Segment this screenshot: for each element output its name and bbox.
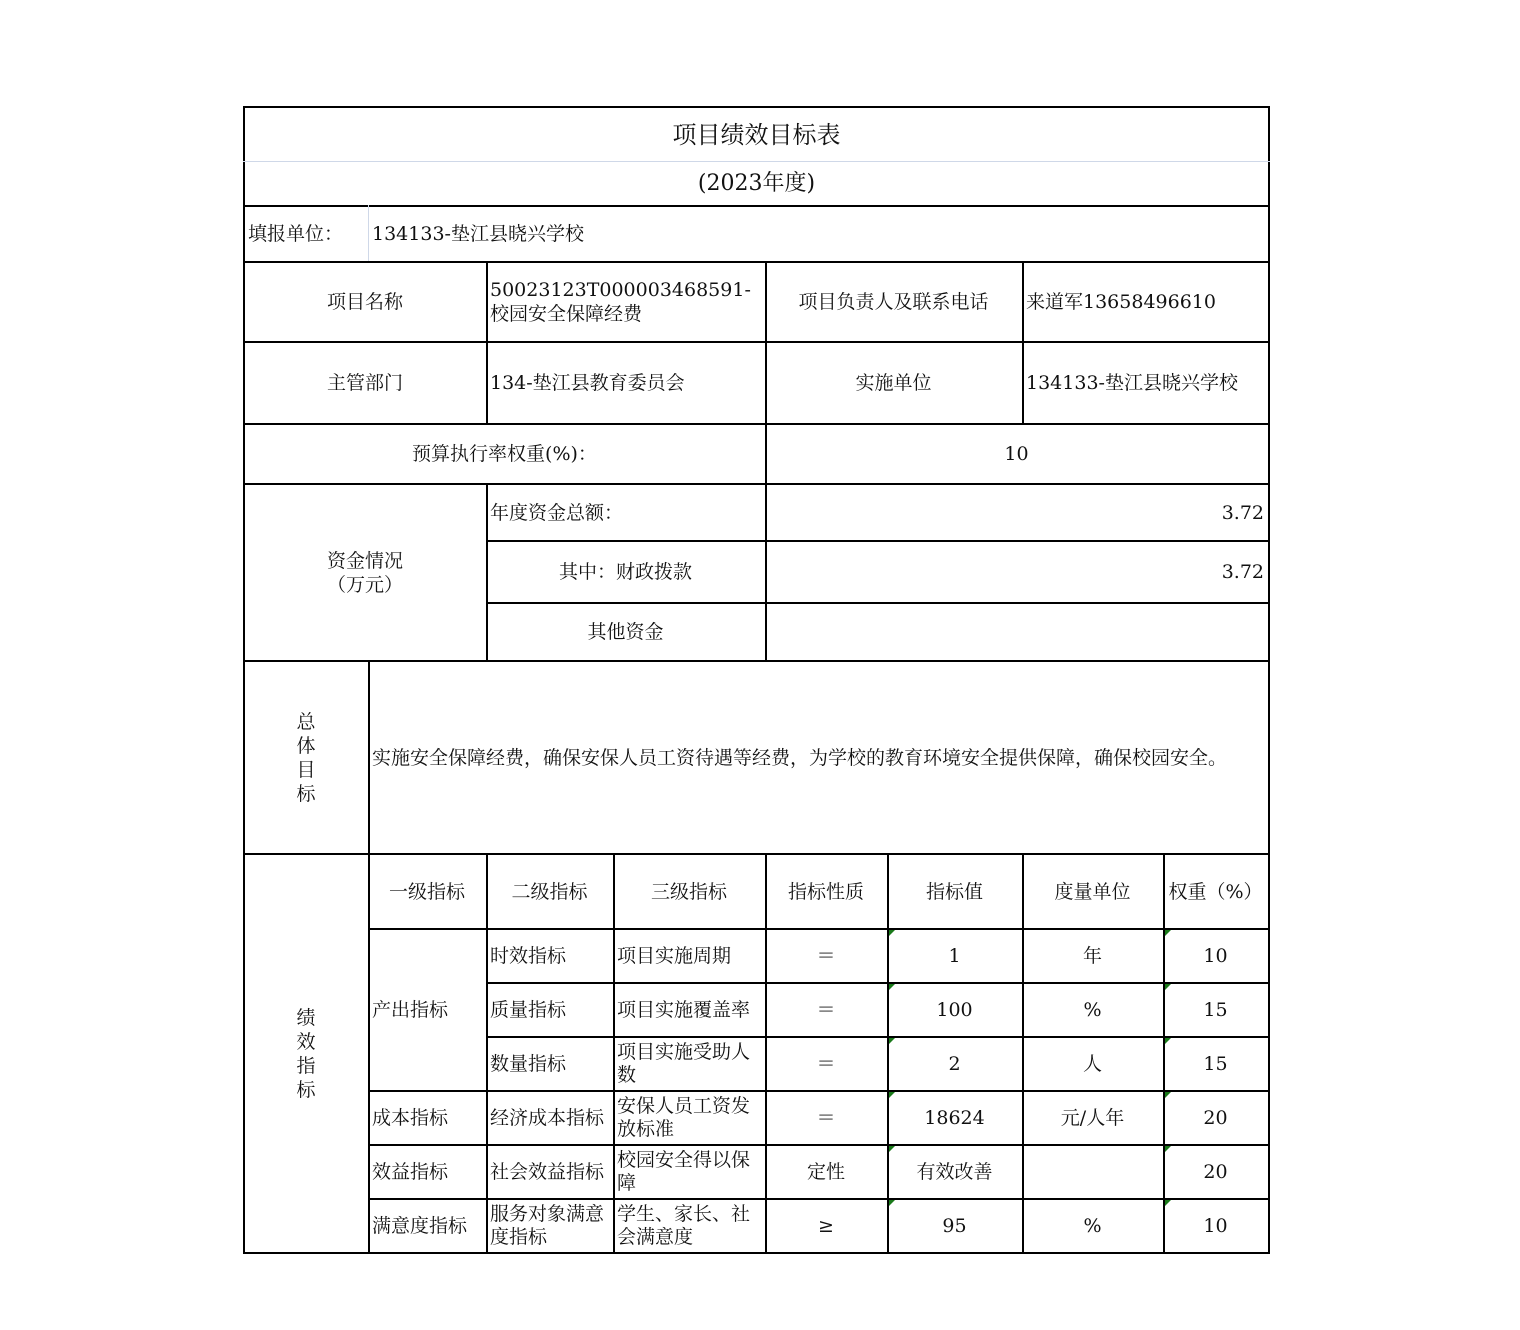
project-name-label: 项目名称 [326, 291, 403, 313]
budget-weight-label: 预算执行率权重(%)： [412, 443, 597, 465]
grid-vline [1022, 261, 1024, 425]
indicator-level3-cell: 项目实施受助人数 [617, 1041, 751, 1086]
reporting-unit-label: 填报单位： [248, 223, 344, 245]
goal-label-char: 总 [296, 710, 316, 733]
indicator-header: 一级指标 [388, 880, 465, 903]
goal-label-char: 体 [296, 734, 316, 757]
indicator-header: 指标值 [925, 880, 983, 903]
comment-marker [1164, 930, 1171, 937]
funds-total-value: 3.72 [1221, 501, 1264, 524]
grid-vline [486, 261, 488, 425]
impl-unit-label: 实施单位 [855, 372, 932, 394]
goal-label-char: 标 [296, 782, 316, 805]
indicator-unit-cell: 年 [1082, 945, 1102, 967]
grid-hline [243, 483, 1270, 485]
grid-vline [486, 483, 488, 662]
indicator-header: 三级指标 [650, 880, 727, 903]
indicator-weight-cell: 10 [1203, 1215, 1228, 1237]
grid-hline [243, 1252, 1270, 1254]
indicator-header: 二级指标 [511, 880, 588, 903]
dept-label: 主管部门 [326, 372, 403, 394]
comment-marker [888, 1092, 895, 1099]
comment-marker [1164, 1200, 1171, 1207]
indicator-weight-cell: 15 [1203, 1053, 1228, 1075]
project-contact-value: 来道军13658496610 [1026, 291, 1216, 313]
comment-marker [1164, 984, 1171, 991]
level1-cell: 成本指标 [372, 1107, 449, 1129]
grid-vline [486, 853, 488, 1254]
grid-vline [765, 423, 767, 662]
perf-label-char: 标 [296, 1079, 316, 1101]
indicator-value-cell: 18624 [924, 1107, 985, 1129]
indicator-level3-cell: 项目实施周期 [617, 944, 732, 967]
grid-vline [1022, 853, 1024, 1254]
perf-label-char: 效 [296, 1031, 316, 1053]
perf-label-char: 绩 [296, 1007, 316, 1029]
indicator-unit-cell: % [1083, 999, 1102, 1021]
comment-marker [1164, 1038, 1171, 1045]
funds-label-text: 资金情况（万元） [326, 549, 403, 596]
indicator-value-cell: 100 [936, 999, 973, 1021]
grid-hline [243, 660, 1270, 662]
grid-vline [765, 261, 767, 425]
indicator-weight-cell: 20 [1203, 1161, 1228, 1183]
goal-label-char: 目 [296, 758, 316, 781]
indicator-level3-cell: 学生、家长、社会满意度 [617, 1203, 751, 1248]
indicator-nature-cell: ≥ [818, 1215, 834, 1237]
indicator-level2-cell: 质量指标 [490, 998, 567, 1021]
indicator-nature-cell: ＝ [816, 1053, 836, 1075]
indicator-value-cell: 95 [942, 1215, 967, 1237]
grid-hline [243, 341, 1270, 343]
indicator-weight-cell: 15 [1203, 999, 1228, 1021]
indicator-header: 指标性质 [787, 880, 864, 903]
indicator-nature-cell: 定性 [806, 1161, 845, 1183]
indicator-level3-cell: 项目实施覆盖率 [617, 998, 751, 1021]
funds-other-label: 其他资金 [587, 621, 664, 643]
sheet-year: (2023年度) [697, 171, 816, 196]
indicator-level3-cell: 安保人员工资发放标准 [617, 1095, 751, 1140]
indicator-value-cell: 1 [948, 945, 961, 967]
indicator-value-cell: 有效改善 [916, 1161, 993, 1183]
grid-vline [1163, 853, 1165, 1254]
grid-hline [486, 602, 1270, 604]
indicator-level2-cell: 社会效益指标 [490, 1160, 605, 1183]
comment-marker [888, 984, 895, 991]
goal-text: 实施安全保障经费，确保安保人员工资待遇等经费，为学校的教育环境安全提供保障，确保校园安全。 [372, 746, 1228, 769]
grid-hline [243, 423, 1270, 425]
perf-label [244, 854, 368, 1254]
indicator-nature-cell: ＝ [816, 945, 836, 967]
goal-label [244, 661, 368, 854]
grid-hline [486, 1036, 1270, 1038]
comment-marker [888, 1146, 895, 1153]
grid-hline [368, 928, 1270, 930]
indicator-level2-cell: 时效指标 [490, 944, 567, 967]
grid-hline [486, 982, 1270, 984]
comment-marker [888, 1038, 895, 1045]
grid-vline [368, 660, 370, 1254]
comment-marker [1164, 1146, 1171, 1153]
indicator-weight-cell: 10 [1203, 945, 1228, 967]
indicator-header: 权重（%） [1168, 880, 1263, 903]
impl-unit-value: 134133-垫江县晓兴学校 [1026, 372, 1238, 394]
grid-hline [486, 540, 1270, 542]
funds-label [244, 484, 486, 661]
level1-cell: 满意度指标 [372, 1215, 468, 1237]
grid-hline [243, 106, 1270, 108]
grid-vline [765, 853, 767, 1254]
grid-vline [1268, 106, 1270, 1254]
indicator-unit-cell: 元/人年 [1060, 1107, 1125, 1129]
grid-vline [613, 853, 615, 1254]
level1-cell: 产出指标 [372, 999, 449, 1021]
funds-total-label: 年度资金总额： [490, 501, 624, 524]
indicator-level3-cell: 校园安全得以保障 [617, 1149, 751, 1194]
grid-hline [368, 1144, 1270, 1146]
indicator-level2-cell: 经济成本指标 [490, 1106, 605, 1129]
indicator-level2-cell: 服务对象满意度指标 [490, 1203, 605, 1248]
project-name-value: 50023123T000003468591-校园安全保障经费 [490, 279, 751, 325]
project-contact-label: 项目负责人及联系电话 [798, 291, 989, 313]
budget-weight-value: 10 [1004, 443, 1029, 465]
indicator-unit-cell: 人 [1082, 1053, 1102, 1075]
indicator-unit-cell: % [1083, 1215, 1102, 1237]
level1-cell: 效益指标 [372, 1161, 449, 1183]
funds-fiscal-label: 其中：财政拨款 [558, 561, 692, 583]
funds-fiscal-value: 3.72 [1221, 561, 1264, 583]
sheet-title: 项目绩效目标表 [672, 121, 841, 149]
indicator-header: 度量单位 [1054, 880, 1131, 903]
funds-other-value [765, 603, 1268, 661]
dept-value: 134-垫江县教育委员会 [490, 372, 685, 394]
indicator-value-cell: 2 [948, 1053, 961, 1075]
grid-hline [243, 205, 1270, 207]
indicator-level2-cell: 数量指标 [490, 1052, 567, 1075]
comment-marker [1164, 1092, 1171, 1099]
grid-hline [368, 1198, 1270, 1200]
indicator-nature-cell: ＝ [816, 1107, 836, 1129]
grid-hline [368, 1090, 1270, 1092]
grid-hline [243, 853, 1270, 855]
reporting-unit-value: 134133-垫江县晓兴学校 [372, 223, 584, 245]
grid-vline [887, 853, 889, 1254]
perf-label-char: 指 [296, 1055, 316, 1077]
indicator-unit-cell [1022, 1145, 1163, 1199]
grid-hline [243, 161, 1270, 162]
grid-hline [243, 261, 1270, 263]
grid-vline [243, 106, 245, 1254]
comment-marker [888, 1200, 895, 1207]
indicator-weight-cell: 20 [1203, 1107, 1228, 1129]
indicator-nature-cell: ＝ [816, 999, 836, 1021]
comment-marker [888, 930, 895, 937]
grid-vline [368, 205, 369, 263]
